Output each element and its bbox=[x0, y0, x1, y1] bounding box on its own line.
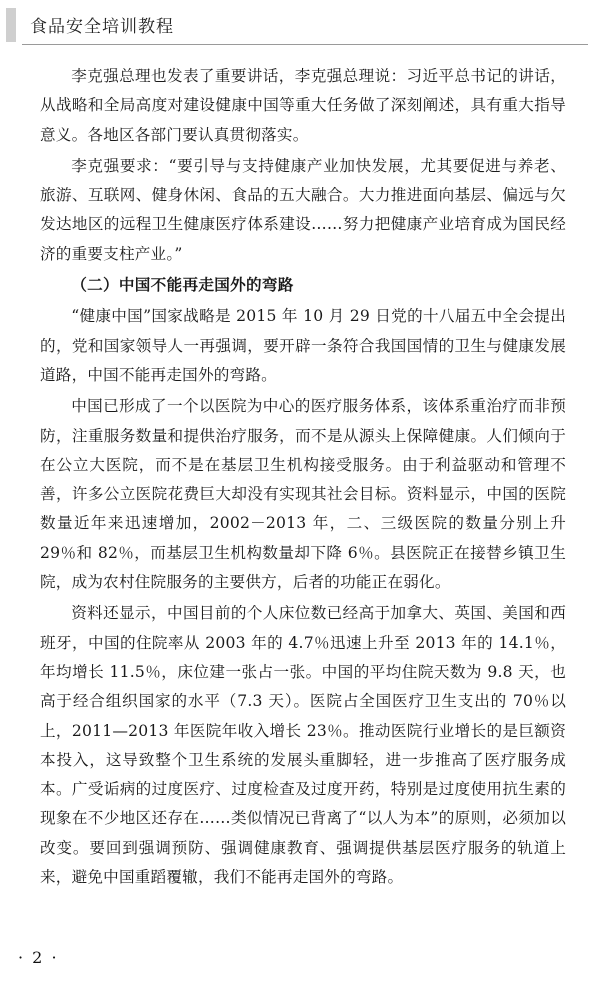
paragraph: “健康中国”国家战略是 2015 年 10 月 29 日党的十八届五中全会提出的，党和国家领导人一再强调，要开辟一条符合我国国情的卫生与健康发展道路，中国不能再走国外的弯路。 bbox=[40, 307, 566, 384]
running-header bbox=[0, 0, 600, 48]
paragraph: 中国已形成了一个以医院为中心的医疗服务体系，该体系重治疗而非预防，注重服务数量和提供治疗服务，而不是从源头上保障健康。人们倾向于在公立大医院，而不是在基层卫生机构接受服务。由于利益驱动和管理不善，许多公立医院花费巨大却没有实现其社会目标。资料显示，中国的医院数量近年来迅速增加，2002－2013 年，二、三级医院的数量分别上升 29％和 82％，而基层卫生机构数量却下降 6％。县医院正在接替乡镇卫生院，成为农村住院服务的主要供方，后者的功能正在弱化。 bbox=[40, 397, 566, 592]
page-body bbox=[40, 62, 566, 894]
page-number: · 2 · bbox=[18, 948, 59, 967]
book-title: 食品安全培训教程 bbox=[30, 17, 174, 37]
paragraph: 李克强总理也发表了重要讲话，李克强总理说：习近平总书记的讲话，从战略和全局高度对建设健康中国等重大任务做了深刻阐述，具有重大指导意义。各地区各部门要认真贯彻落实。 bbox=[40, 67, 566, 144]
header-divider bbox=[22, 44, 588, 45]
section-heading: （二）中国不能再走国外的弯路 bbox=[71, 276, 294, 295]
header-accent-bar bbox=[6, 8, 16, 42]
paragraph: 资料还显示，中国目前的个人床位数已经高于加拿大、英国、美国和西班牙，中国的住院率从 2003 年的 4.7％迅速上升至 2013 年的 14.1％，年均增长 11.5％，床位建一张占一张。中国的平均住院天数为 9.8 天，也高于经合组织国家的水平（7.3 天）。医院占全国医疗卫生支出的 70％以上，2011—2013 年医院年收入增长 23％。推动医院行业增长的是巨额资本投入，这导致整个卫生系统的发展头重脚轻，进一步推高了医疗服务成本。广受诟病的过度医疗、过度检查及过度开药，特别是过度使用抗生素的现象在不少地区还存在……类似情况已背离了“以人为本”的原则，必须加以改变。要回到强调预防、强调健康教育、强调提供基层医疗服务的轨道上来，避免中国重蹈覆辙，我们不能再走国外的弯路。 bbox=[40, 604, 566, 887]
paragraph: 李克强要求：“要引导与支持健康产业加快发展，尤其要促进与养老、旅游、互联网、健身休闲、食品的五大融合。大力推进面向基层、偏远与欠发达地区的远程卫生健康医疗体系建设……努力把健康产业培育成为国民经济的重要支柱产业。” bbox=[40, 156, 566, 263]
